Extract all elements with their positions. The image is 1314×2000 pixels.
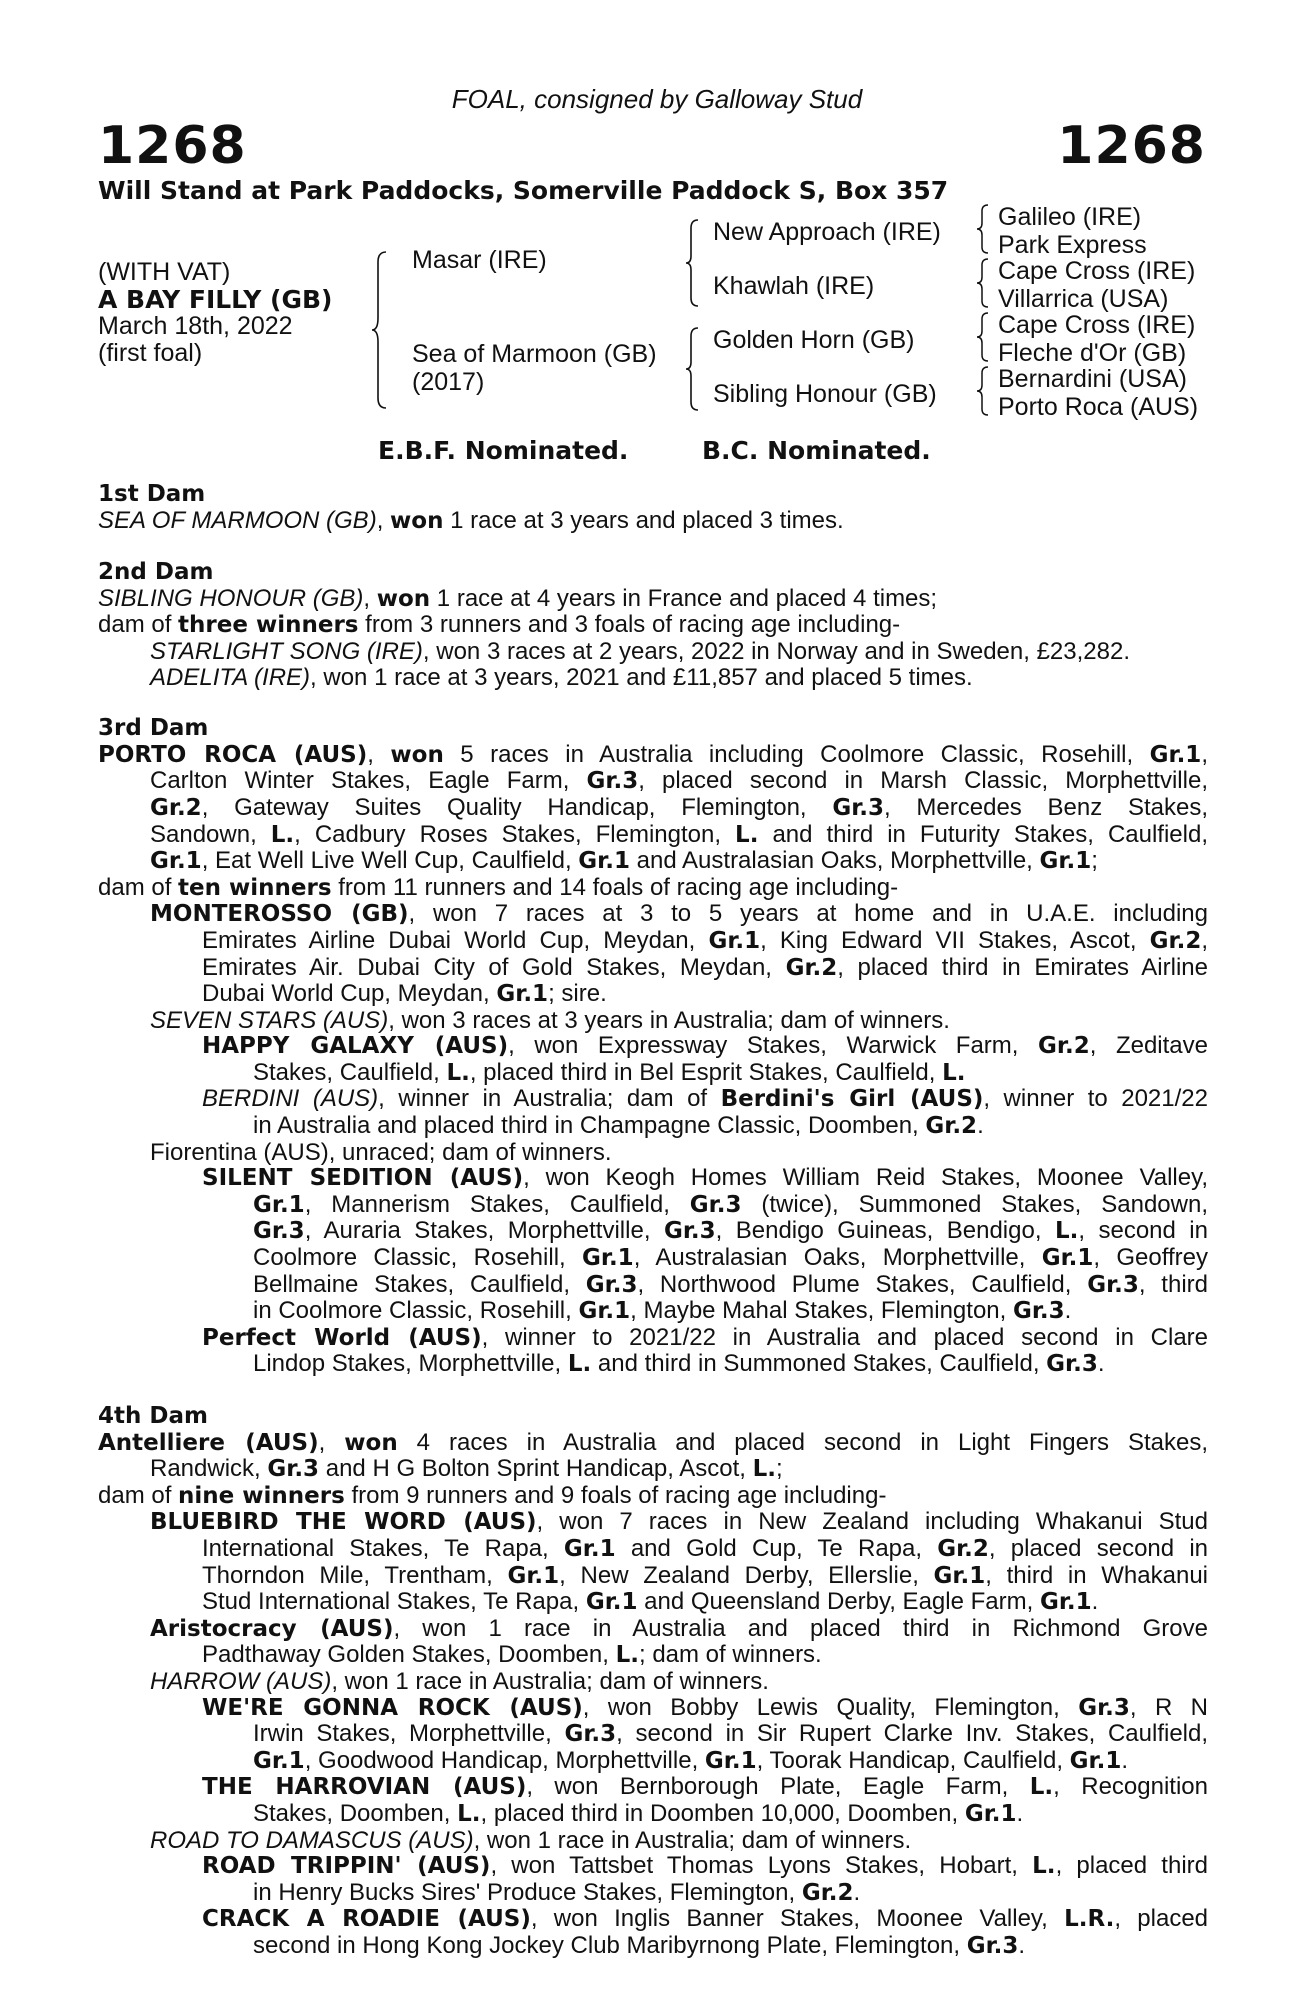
bold-text: L. [457,1800,481,1827]
produce-line [98,1245,1208,1272]
vat-label: (WITH VAT) [98,258,231,286]
text-run: Padthaway Golden Stakes, Doomben, [202,1641,616,1669]
bold-text: Gr.2 [1038,1033,1090,1060]
ancestor-6: Fleche d'Or (GB) [998,339,1187,367]
ancestor-5: Cape Cross (IRE) [998,311,1196,339]
text-run: , won Tattsbet Thomas Lyons Stakes, Hobart, [490,1852,1033,1880]
bold-text: Gr.1 [253,1747,305,1774]
bold-text: L. [446,1059,470,1086]
text-run: and third in Futurity Stakes, Caulfield, [758,820,1209,848]
text-run: , won Expressway Stakes, Warwick Farm, [508,1032,1039,1060]
text-run: , Cadbury Roses Stakes, Flemington, [294,820,736,848]
text-run: dam of [98,1481,179,1509]
text-run: , Recognition [1053,1773,1208,1801]
bold-text: nine winners [178,1482,345,1509]
bold-text: Gr.2 [937,1535,989,1562]
dam-section [98,560,1208,690]
ebf-nomination: E.B.F. Nominated. [378,436,629,465]
produce-line [98,1298,1208,1325]
dam-year: (2017) [412,368,485,396]
ancestor-2: Park Express [998,231,1147,259]
dam-section [98,482,1208,534]
text-run: , third in Whakanui [985,1561,1209,1589]
bold-text: Gr.3 [1087,1271,1139,1298]
produce-line [98,1748,1208,1775]
bold-text: Gr.3 [267,1456,320,1483]
produce-line [98,1880,1208,1907]
produce-line [98,1483,1208,1510]
bold-text: Gr.1 [578,1298,631,1325]
produce-line [98,901,1208,928]
text-run: , Goodwood Handicap, Morphettville, [304,1746,705,1774]
italic-text: HARROW (AUS) [150,1667,332,1695]
bold-text: L. [1032,1853,1056,1880]
section-heading: 2nd Dam [98,559,214,586]
bold-text: Berdini's Girl (AUS) [720,1086,984,1113]
bold-text: three winners [178,612,359,639]
bold-text: Gr.2 [150,794,202,821]
produce-line [98,875,1208,902]
text-run: , winner in Australia; dam of [378,1085,721,1113]
bold-text: Gr.1 [933,1562,986,1589]
dam-sire: Golden Horn (GB) [713,326,915,354]
text-run: , Mercedes Benz Stakes, [884,793,1208,821]
bold-text: Gr.3 [1012,1298,1065,1325]
produce-line [98,795,1208,822]
text-run: and Gold Cup, Te Rapa, [615,1534,938,1562]
bold-text: Gr.3 [564,1721,617,1748]
bold-text: Gr.1 [150,848,202,875]
text-run: , second in [1078,1217,1208,1245]
bold-text: Perfect World (AUS) [202,1324,482,1351]
dam-section [98,716,1208,1378]
text-run: , won 1 race in Australia; dam of winners. [473,1826,912,1854]
text-run: and Queensland Derby, Eagle Farm, [637,1588,1040,1616]
text-run: Sandown, [150,820,271,848]
bold-text: Gr.1 [582,1245,634,1272]
dam: Sea of Marmoon (GB) [412,340,657,368]
text-run: International Stakes, Te Rapa, [202,1534,564,1562]
bold-text: won [390,741,444,768]
bold-text: Gr.1 [1069,1747,1122,1774]
text-run: in Australia and placed third in Champagne Classic, Doomben, [253,1112,926,1140]
dam-dam: Sibling Honour (GB) [713,380,937,408]
produce-line [98,1774,1208,1801]
text-run: Dubai World Cup, Meydan, [202,980,497,1008]
bold-text: BLUEBIRD THE WORD (AUS) [150,1509,537,1536]
bold-text: Gr.1 [1041,1245,1094,1272]
produce-line [98,665,1208,691]
text-run: Emirates Air. Dubai City of Gold Stakes, Meydan, [202,953,786,981]
produce-line [98,742,1208,769]
produce-line [98,1695,1208,1722]
text-run: , won 7 races in New Zealand including Whakanui Stud [536,1508,1208,1536]
text-run: , won 1 race at 3 years, 2021 and £11,857 and placed 5 times. [310,663,973,691]
foaling-date: March 18th, 2022 [98,312,293,340]
bold-text: L.R. [1064,1906,1115,1933]
produce-line [98,1192,1208,1219]
text-run: . [977,1112,984,1140]
text-run: from 3 runners and 3 foals of racing age including- [358,611,901,639]
catalogue-body [98,482,1208,1959]
produce-line [98,1669,1208,1695]
bold-text: ROAD TRIPPIN' (AUS) [202,1853,491,1880]
bold-text: Gr.1 [704,1747,757,1774]
bold-text: Gr.2 [785,954,838,981]
bold-text: Gr.1 [496,981,549,1008]
produce-line [98,928,1208,955]
bold-text: SILENT SEDITION (AUS) [202,1165,524,1192]
text-run: , won Bobby Lewis Quality, Flemington, [582,1693,1079,1721]
bold-text: Gr.3 [1046,1351,1098,1378]
produce-line [98,1536,1208,1563]
text-run: , Mannerism Stakes, Caulfield, [304,1190,690,1218]
bold-text: Gr.1 [578,848,630,875]
text-run: Lindop Stakes, Morphettville, [253,1350,568,1378]
text-run: , Gateway Suites Quality Handicap, Flemington, [201,793,833,821]
text-run: second in Hong Kong Jockey Club Maribyrnong Plate, Flemington, [253,1931,967,1959]
italic-text: BERDINI (AUS) [202,1085,379,1113]
bold-text: Gr.2 [925,1113,978,1140]
section-gap [98,690,1208,716]
ancestor-7: Bernardini (USA) [998,365,1187,393]
text-run: ; [776,1455,783,1483]
text-run: , Zeditave [1089,1032,1209,1060]
italic-text: SIBLING HONOUR (GB) [98,584,364,612]
bold-text: Gr.3 [663,1218,716,1245]
text-run: Stakes, Doomben, [253,1799,458,1827]
produce-line [98,1509,1208,1536]
bold-text: Aristocracy (AUS) [150,1615,394,1642]
bold-text: Gr.3 [586,768,639,795]
bold-text: Gr.3 [253,1218,305,1245]
stand-location: Will Stand at Park Paddocks, Somerville Paddock S, Box 357 [98,176,949,205]
text-run: dam of [98,611,179,639]
bold-text: Gr.1 [1039,1589,1092,1616]
bold-text: L. [567,1351,592,1378]
text-run: Coolmore Classic, Rosehill, [253,1244,582,1272]
text-run: , Geoffrey [1093,1244,1208,1272]
text-run: 1 race at 4 years in France and placed 4 times; [430,584,938,612]
produce-line [98,1033,1208,1060]
sire-dam: Khawlah (IRE) [713,272,875,300]
bold-text: Gr.1 [507,1562,560,1589]
produce-line [98,1721,1208,1748]
italic-text: ROAD TO DAMASCUS (AUS) [150,1826,474,1854]
text-run: , Auraria Stakes, Morphettville, [304,1217,664,1245]
text-run: Carlton Winter Stakes, Eagle Farm, [150,767,587,795]
pedigree-brace-1 [370,250,390,410]
text-run: and Australasian Oaks, Morphettville, [629,847,1040,875]
pedigree-brace-6 [975,311,991,363]
lot-number-left: 1268 [98,116,247,176]
text-run: , placed second in [988,1534,1208,1562]
text-run: . [1091,1588,1099,1616]
pedigree-brace-3 [684,326,702,412]
italic-text: SEA OF MARMOON (GB) [98,506,377,534]
sire: Masar (IRE) [412,246,547,274]
text-run: , placed third in Doomben 10,000, Doomben, [480,1799,965,1827]
produce-line [98,1165,1208,1192]
produce-line [98,1828,1208,1854]
produce-line [98,768,1208,795]
italic-text: SEVEN STARS (AUS) [150,1006,389,1034]
bold-text: Gr.1 [585,1589,638,1616]
text-run: , won 7 races at 3 to 5 years at home and in U.A.E. including [408,900,1208,928]
bold-text: won [390,507,444,534]
pedigree-brace-5 [975,257,991,309]
text-run: Bellmaine Stakes, Caulfield, [253,1270,586,1298]
text-run: 5 races in Australia including Coolmore Classic, Rosehill, [443,740,1150,768]
bold-text: Gr.3 [585,1271,638,1298]
bold-text: MONTEROSSO (GB) [150,901,409,928]
dam-section [98,1404,1208,1959]
pedigree-brace-4 [975,203,991,255]
bold-text: Gr.1 [964,1800,1017,1827]
text-run: , won 1 race in Australia; dam of winners. [331,1667,769,1695]
produce-line [98,1642,1208,1669]
bold-text: L. [942,1059,966,1086]
text-run: and H G Bolton Sprint Handicap, Ascot, [319,1455,753,1483]
text-run: , R N [1129,1693,1208,1721]
text-run: , won 3 races at 3 years in Australia; dam of winners. [388,1006,950,1034]
produce-line [98,1113,1208,1140]
text-run: , Northwood Plume Stakes, Caulfield, [637,1270,1088,1298]
produce-line [98,1853,1208,1880]
produce-line [98,1563,1208,1590]
bold-text: Gr.2 [1149,927,1202,954]
text-run: , Maybe Mahal Stakes, Flemington, [630,1297,1013,1325]
produce-line [98,1456,1208,1483]
text-run: , Bendigo Guineas, Bendigo, [715,1217,1055,1245]
text-run: , winner to 2021/22 [983,1085,1208,1113]
italic-text: STARLIGHT SONG (IRE) [150,637,423,665]
text-run: Stakes, Caulfield, [253,1058,447,1086]
text-run: 4 races in Australia and placed second in Light Fingers Stakes, [397,1428,1209,1456]
pedigree-brace-7 [975,365,991,417]
produce-line [98,508,1208,535]
text-run: Irwin Stakes, Morphettville, [253,1720,565,1748]
bold-text: CRACK A ROADIE (AUS) [202,1906,531,1933]
bold-text: Gr.3 [966,1932,1019,1959]
section-heading: 1st Dam [98,481,206,507]
text-run: , won Bernborough Plate, Eagle Farm, [526,1773,1030,1801]
text-run: . [1064,1297,1072,1325]
produce-line [98,1589,1208,1616]
text-run: , [376,506,391,534]
bold-text: won [376,585,431,612]
bold-text: won [344,1429,398,1456]
text-run: , [318,1428,345,1456]
text-run: Emirates Airline Dubai World Cup, Meydan, [202,926,709,954]
text-run: , placed [1114,1905,1209,1933]
text-run: , [363,584,377,612]
text-run: ; sire. [548,980,607,1008]
ancestor-8: Porto Roca (AUS) [998,393,1199,421]
text-run: , won 1 race in Australia and placed third in Richmond Grove [393,1614,1208,1642]
text-run: dam of [98,873,179,901]
produce-line [98,1060,1208,1087]
text-run: , third [1138,1270,1208,1298]
horse-description: A BAY FILLY (GB) [98,285,333,314]
text-run: , New Zealand Derby, Ellerslie, [559,1561,934,1589]
italic-text: ADELITA (IRE) [150,663,311,691]
text-run: . [1018,1931,1026,1959]
text-run: , winner to 2021/22 in Australia and placed second in Clare [481,1323,1209,1351]
ancestor-4: Villarrica (USA) [998,285,1169,313]
bold-text: Gr.3 [689,1191,742,1218]
text-run: , won Inglis Banner Stakes, Moonee Valley, [530,1905,1065,1933]
text-run: . [853,1878,861,1906]
produce-line [98,848,1208,875]
text-run: , Australasian Oaks, Morphettville, [633,1244,1042,1272]
produce-line [98,981,1208,1008]
produce-line [98,586,1208,613]
text-run: Randwick, [150,1455,268,1483]
text-run: Thorndon Mile, Trentham, [202,1561,508,1589]
bold-text: Gr.1 [253,1191,305,1218]
produce-line [98,1218,1208,1245]
section-gap [98,534,1208,560]
text-run: , placed second in Marsh Classic, Morphettville, [638,767,1208,795]
bold-text: Gr.1 [1039,848,1092,875]
produce-line [98,1430,1208,1457]
bold-text: HAPPY GALAXY (AUS) [202,1033,509,1060]
text-run: , Toorak Handicap, Caulfield, [756,1746,1070,1774]
text-run: Stud International Stakes, Te Rapa, [202,1588,586,1616]
text-run: from 11 runners and 14 foals of racing age including- [331,873,899,901]
produce-line [98,1801,1208,1828]
bold-text: L. [735,821,759,848]
produce-line [98,955,1208,982]
produce-line [98,1906,1208,1933]
text-run: ; [1091,847,1098,875]
text-run: . [1097,1350,1105,1378]
bold-text: L. [1029,1774,1054,1801]
produce-line [98,639,1208,665]
text-run: ; dam of winners. [638,1641,822,1669]
bold-text: L. [615,1642,639,1669]
bold-text: L. [1054,1218,1079,1245]
ancestor-1: Galileo (IRE) [998,203,1142,231]
bold-text: Gr.1 [708,927,761,954]
text-run: , placed third [1055,1852,1208,1880]
produce-line [98,1272,1208,1299]
text-run: from 9 runners and 9 foals of racing age including- [344,1481,887,1509]
pedigree-brace-2 [684,218,702,308]
produce-line [98,1933,1208,1960]
text-run: , [367,740,391,768]
bold-text: Gr.2 [801,1879,854,1906]
ancestor-3: Cape Cross (IRE) [998,257,1196,285]
bold-text: L. [752,1456,777,1483]
produce-line [98,612,1208,639]
text-run: , won Keogh Homes William Reid Stakes, Moonee Valley, [523,1164,1208,1192]
produce-line [98,1140,1208,1166]
bold-text: Antelliere (AUS) [98,1429,319,1456]
text-run: , King Edward VII Stakes, Ascot, [760,926,1150,954]
text-run: , placed third in Bel Esprit Stakes, Caulfield, [469,1058,943,1086]
consignment-line: FOAL, consigned by Galloway Stud [451,84,863,114]
bold-text: Gr.1 [1149,741,1202,768]
text-run: , won 3 races at 2 years, 2022 in Norway and in Sweden, £23,282. [422,637,1131,665]
text-run: , Eat Well Live Well Cup, Caulfield, [201,847,579,875]
text-run: 1 race at 3 years and placed 3 times. [443,506,844,534]
text-run: in Coolmore Classic, Rosehill, [253,1297,579,1325]
bold-text: Gr.3 [1078,1694,1130,1721]
section-gap [98,1378,1208,1404]
text-run: Fiorentina (AUS), unraced; dam of winners. [150,1138,612,1166]
text-run: , [1201,926,1208,954]
produce-line [98,1325,1208,1352]
section-heading: 4th Dam [98,1403,208,1429]
text-run: , second in Sir Rupert Clarke Inv. Stakes, Caulfield, [616,1720,1209,1748]
foal-note: (first foal) [98,339,203,367]
text-run: . [1016,1799,1024,1827]
bold-text: THE HARROVIAN (AUS) [202,1774,527,1801]
produce-line [98,1008,1208,1034]
bold-text: Gr.1 [563,1535,616,1562]
bold-text: L. [270,821,295,848]
bold-text: WE'RE GONNA ROCK (AUS) [202,1694,583,1721]
bold-text: PORTO ROCA (AUS) [98,741,368,768]
text-run: , placed third in Emirates Airline [837,953,1208,981]
produce-line [98,1616,1208,1643]
produce-line [98,1351,1208,1378]
text-run: in Henry Bucks Sires' Produce Stakes, Flemington, [253,1878,802,1906]
text-run: (twice), Summoned Stakes, Sandown, [741,1190,1208,1218]
text-run: , [1201,740,1208,768]
text-run: . [1121,1746,1129,1774]
sire-sire: New Approach (IRE) [713,218,941,246]
text-run: and third in Summoned Stakes, Caulfield, [591,1350,1047,1378]
bold-text: ten winners [178,874,332,901]
bc-nomination: B.C. Nominated. [702,436,931,465]
produce-line [98,822,1208,849]
section-heading: 3rd Dam [98,715,209,742]
bold-text: Gr.3 [832,794,885,821]
lot-number-right: 1268 [1057,116,1206,176]
produce-line [98,1086,1208,1113]
